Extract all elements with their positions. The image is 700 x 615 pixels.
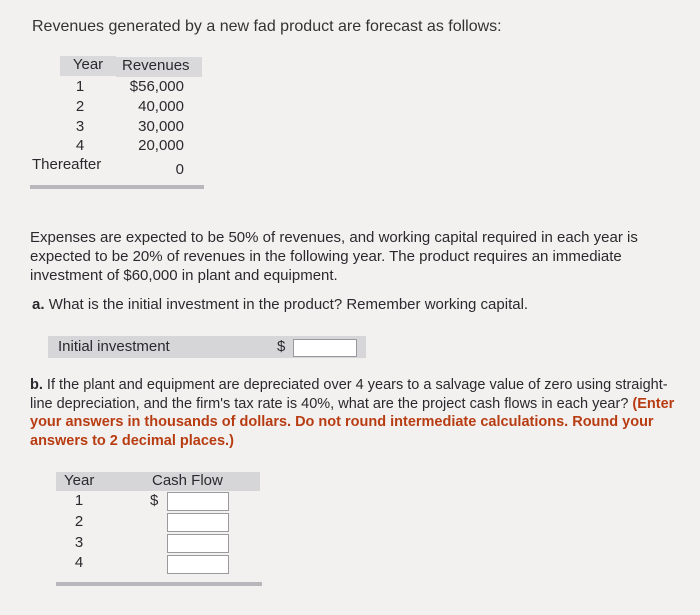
cashflow-table-divider: [56, 582, 262, 586]
cashflow-table-cashflow-header: Cash Flow: [148, 472, 260, 491]
revenue-table-year-header: [60, 56, 116, 76]
revenue-row-year: 4: [75, 137, 85, 154]
initial-investment-label: Initial investment: [58, 338, 170, 355]
question-b-letter: b.: [30, 377, 43, 393]
revenue-row-value: 20,000: [138, 137, 184, 154]
cashflow-row-year: 3: [74, 534, 84, 551]
revenue-table-divider: [30, 185, 204, 189]
cashflow-row-year: 1: [74, 492, 84, 509]
cashflow-row-year: 4: [74, 554, 84, 571]
cashflow-year-3-input[interactable]: [167, 534, 229, 553]
question-b-instruction: (Enter your answers in thousands of dollars. Do not round intermediate calculations. Round your answers to 2 decimal places.): [30, 395, 675, 449]
question-b-text: If the plant and equipment are depreciated over 4 years to a salvage value of zero using straight-line depreciation, and the firm's tax rate is 40%, what are the project cash flows in each year?: [30, 377, 668, 412]
revenue-year-header-label: Year: [72, 56, 104, 73]
cashflow-year-4-input[interactable]: [167, 555, 229, 574]
revenue-row-year: 2: [75, 98, 85, 115]
revenue-row-year: Thereafter: [32, 156, 102, 173]
problem-title: Revenues generated by a new fad product are forecast as follows:: [32, 18, 502, 35]
cashflow-currency: $: [150, 492, 159, 509]
revenue-table-revenues-header: Revenues: [116, 57, 202, 77]
initial-investment-input[interactable]: [293, 339, 357, 357]
cashflow-table-year-header: Year: [56, 472, 158, 491]
question-b: [30, 376, 680, 450]
question-a: [32, 296, 528, 313]
revenue-row-value: 40,000: [138, 98, 184, 115]
revenue-row-value: 30,000: [138, 118, 184, 135]
revenue-row-value: $56,000: [129, 78, 184, 95]
initial-investment-currency: $: [277, 338, 286, 355]
question-a-letter: a.: [32, 296, 45, 313]
cashflow-row-year: 2: [74, 513, 84, 530]
revenue-row-value: 0: [175, 161, 184, 178]
question-a-text: What is the initial investment in the product? Remember working capital.: [48, 296, 529, 313]
revenue-row-year: 3: [75, 118, 85, 135]
cashflow-year-1-input[interactable]: [167, 492, 229, 511]
revenue-row-year: 1: [75, 78, 85, 95]
problem-description: Expenses are expected to be 50% of revenues, and working capital required in each year is expected to be 20% of revenues in the following year. The product requires an immediate investment of $60,000 in plant and equipment.: [30, 229, 638, 284]
cashflow-year-2-input[interactable]: [167, 513, 229, 532]
